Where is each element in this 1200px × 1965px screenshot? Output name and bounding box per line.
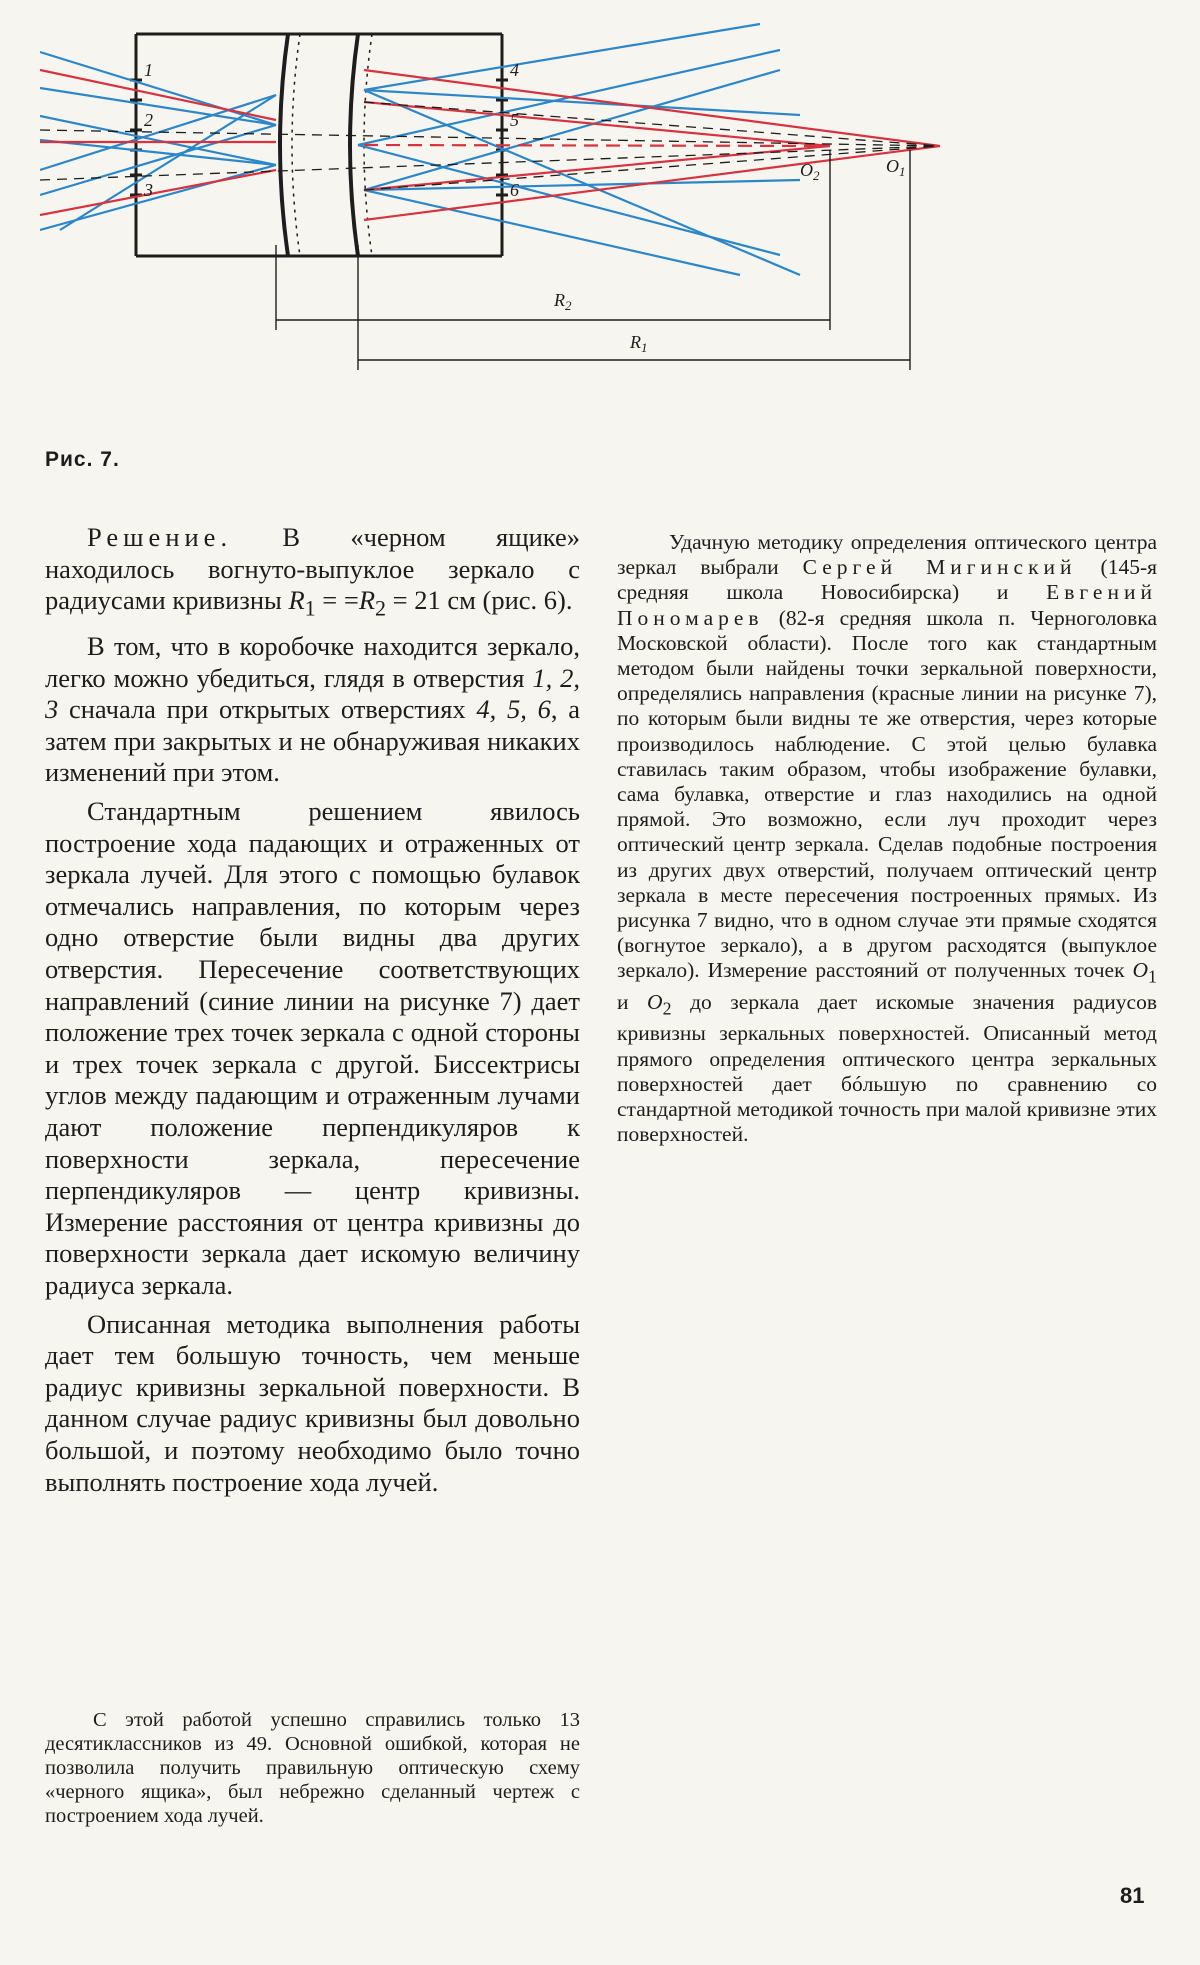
solution-paragraph: Решение. В «черном ящике» находилось вогнуто-выпуклое зеркало с радиусами кривизны $R_1 = =R_2 = 21$ см (рис. 6). <box>45 522 581 621</box>
radius-label-r2: $R_2$ <box>554 290 572 313</box>
footnote: С этой работой успешно справились только 13 десятиклассников из 49. Основной ошибкой, которая не позволила получить правильную оптическую схему «черного ящика», был небрежно сделанный чертеж с построением хода лучей. <box>45 1709 580 1827</box>
blue-rays <box>40 24 800 275</box>
center-label-o1: $O_1$ <box>886 156 906 179</box>
dimension-lines <box>276 150 910 370</box>
left-column <box>45 522 580 1505</box>
page-number: 81 <box>1120 1883 1145 1908</box>
hole-label-6: 6 <box>510 180 519 200</box>
paragraph-mirror-check: В том, что в коробочке находится зеркало, легко можно убедиться, глядя в отверстия 1, 2, 3 сначала при открытых отверстиях 4, 5, 6, а затем при закрытых и не обнаруживая никаких изменений при этом. <box>45 631 581 788</box>
hole-label-3: 3 <box>144 180 153 200</box>
hole-label-1: 1 <box>144 60 153 80</box>
ray-diagram <box>40 20 1180 470</box>
radius-label-r1: $R_1$ <box>630 332 648 355</box>
solution-heading: Решение. <box>87 522 233 552</box>
figure-7 <box>40 20 1180 470</box>
diagram-labels <box>143 60 906 355</box>
center-label-o2: $O_2$ <box>800 160 820 183</box>
hole-label-4: 4 <box>510 60 519 80</box>
hole-label-2: 2 <box>144 110 153 130</box>
paragraph-standard-method: Стандартным решением явилось построение хода падающих и отраженных от зеркала лучей. Для этого с помощью булавок отмечались направления, по которым через одно отверстие были видны два других отверстия. Пересечение соответствующих направлений (синие линии на рисунке 7) дает положение трех точек зеркала с одной стороны и трех точек зеркала с другой. Биссектрисы углов между падающим и отраженным лучами дают положение перпендикуляров к поверхности зеркала, пересечение перпендикуляров — центр кривизны. Измерение расстояния от центра кривизны до поверхности зеркала дает искомую величину радиуса зеркала. <box>45 796 580 1300</box>
student-name-1: Сергей Мигинский <box>802 555 1077 580</box>
figure-caption: Рис. 7. <box>45 448 120 471</box>
paragraph-optical-center: Удачную методику определения оптического центра зеркал выбрали Сергей Мигинский (145-я средняя школа Новосибирска) и Евгений Пономарев (82-я средняя школа п. Черноголовка Московской области). После того как стандартным методом были найдены точки зеркальной поверхности, определялись направления (красные линии на рисунке 7), по которым были видны те же отверстия, через которые производилось наблюдение. С этой целью булавка ставилась таким образом, чтобы изображение булавки, сама булавка, отверстие и глаз находились на одной прямой. Это возможно, если луч проходит через оптический центр зеркала. Сделав подобные построения из других двух отверстий, получаем оптический центр зеркала в месте пересечения построенных прямых. Из рисунка 7 видно, что в одном случае эти прямые сходятся (вогнутое зеркало), а в другом расходятся (выпуклое зеркало). Измерение расстояний от полученных точек $O_1$ и $O_2$ до зеркала дает искомые значения радиусов кривизны зеркальных поверхностей. Описанный метод прямого определения оптического центра зеркальных поверхностей дает бóльшую по сравнению со стандартной методикой точность при малой кривизне этих поверхностей. <box>617 530 1157 1147</box>
student-name-2: Евгений Пономарев <box>617 580 1157 630</box>
paragraph-accuracy: Описанная методика выполнения работы дает тем большую точность, чем меньше радиус кривизны зеркальной поверхности. В данном случае радиус кривизны был довольно большой, и поэтому необходимо было точно выполнять построение хода лучей. <box>45 1308 580 1497</box>
black-box <box>136 34 502 256</box>
hole-label-5: 5 <box>510 110 519 130</box>
right-column <box>617 530 1157 1147</box>
